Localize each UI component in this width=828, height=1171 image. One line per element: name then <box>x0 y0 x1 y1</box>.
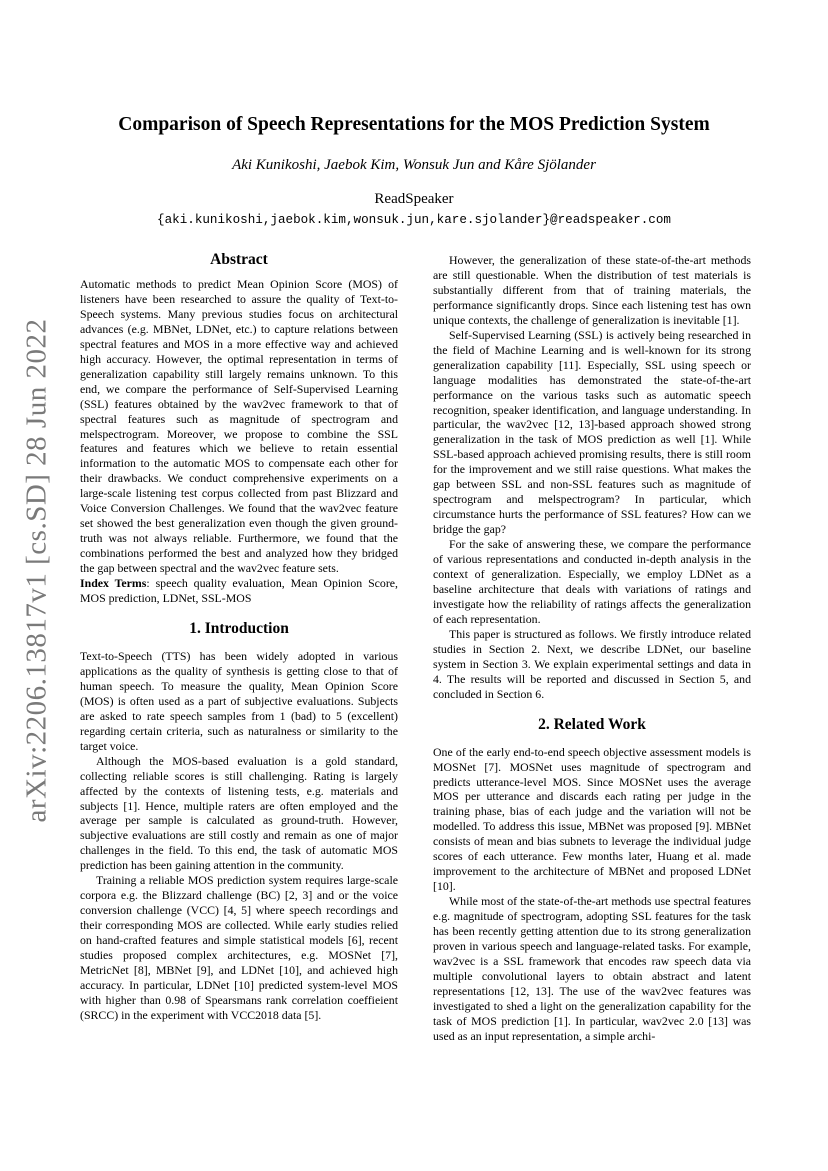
index-terms-text: : speech quality evaluation, Mean Opinion Score, MOS prediction, LDNet, SSL-MOS <box>80 576 398 606</box>
index-terms-label: Index Terms <box>80 576 147 591</box>
index-terms <box>80 576 398 606</box>
abstract-heading: Abstract <box>210 251 268 268</box>
intro-paragraph-5: Self-Supervised Learning (SSL) is actively being researched in the field of Machine Learning and is well-known for its strong generalization capability [11]. Especially, SSL using speech or language modalities has demonstrated the state-of-the-art performance on the various tasks such as automatic speech recognition, speaker identification, and language understanding. In particular, the wav2vec [12, 13]-based approach showed strong generalization in the task of MOS prediction as well [1]. While SSL-based approach achieved promising results, there is still room for the improvement and we still raise questions. What makes the gap between SSL and non-SSL features such as magnitude of spectrogram and melspectrogram? In particular, which circumstance hurts the performance of SSL features? How can we bridge the gap? <box>433 327 751 537</box>
arxiv-identifier: arXiv:2206.13817v1 [cs.SD] 28 Jun 2022 <box>20 318 53 822</box>
intro-paragraph-6: For the sake of answering these, we compare the performance of various representations and conducted in-depth analysis in the context of generalization. Especially, we employ LDNet as a baseline architecture that deals with variations of ratings and investigate how the reliability of ratings affects the generalization of each representation. <box>433 537 751 626</box>
intro-paragraph-2: Although the MOS-based evaluation is a gold standard, collecting reliable scores is still challenging. Rating is largely affected by the contexts of listening tests, e.g. materials and subjects [1]. Hence, multiple raters are often employed and the average per sample is calculated as ground-truth. However, subjective evaluations are still costly and remain as one of major challenges in the field. To this end, the task of automatic MOS prediction has been gaining attention in the community. <box>80 753 398 873</box>
intro-paragraph-1: Text-to-Speech (TTS) has been widely adopted in various applications as the quality of synthesis is getting close to that of human speech. To measure the quality, Mean Opinion Score (MOS) is often used as a part of subjective evaluations. Subjects are asked to rate speech samples from 1 (bad) to 5 (excellent) regarding certain criteria, such as naturalness or similarity to the target voice. <box>80 648 398 753</box>
affiliation: ReadSpeaker <box>374 191 454 207</box>
right-column <box>433 253 751 1044</box>
intro-paragraph-4: However, the generalization of these state-of-the-art methods are still questionable. When the distribution of test materials is substantially different from that of training materials, the performance significantly drops. Since each listening test has own unique contexts, the challenge of generalization is inevitable [1]. <box>433 253 751 327</box>
related-paragraph-1: One of the early end-to-end speech objective assessment models is MOSNet [7]. MOSNet uses magnitude of spectrogram and predicts utterance-level MOS. Since MOSNet uses the average MOS per utterance and discards each rating per judge in the training phase, bias of each judge and the variation will not be modelled. To address this issue, MBNet was proposed [9]. MBNet consists of mean and bias subnets to leverage the individual judge scores of each utterance. Few months later, Huang et al. made improvement to the architecture of MBNet and proposed LDNet [10]. <box>433 744 751 894</box>
intro-paragraph-7: This paper is structured as follows. We firstly introduce related studies in Section 2. Next, we describe LDNet, our baseline system in Section 3. We explain experimental settings and data in 4. The results will be reported and discussed in Section 5, and concluded in Section 6. <box>433 626 751 701</box>
introduction-heading: 1. Introduction <box>189 619 289 637</box>
intro-paragraph-3: Training a reliable MOS prediction system requires large-scale corpora e.g. the Blizzard challenge (BC) [2, 3] and or the voice conversion challenge (VCC) [4, 5] where speech recordings and their corresponding MOS are collected. While early studies relied on hand-crafted features and simple statistical models [6], recent studies proposed complex architectures, e.g. MOSNet [7], MetricNet [8], MBNet [9], and LDNet [10], and achieved high accuracy. In particular, LDNet [10] predicted system-level MOS with higher than 0.98 of Spearsmans rank correlation coeffieient (SRCC) in the experiment with VCC2018 data [5]. <box>80 873 398 1022</box>
related-work-heading: 2. Related Work <box>538 715 646 733</box>
abstract-text: Automatic methods to predict Mean Opinion Score (MOS) of listeners have been researched to assure the quality of Text-to-Speech systems. Many previous studies focus on architectural advances (e.g. MBNet, LDNet, etc.) to capture relations between spectral features and MOS in a more effective way and achieved high accuracy. However, the optimal representation in terms of generalization capability still largely remains unknown. To this end, we compare the performance of Self-Supervised Learning (SSL) features obtained by the wav2vec framework to that of spectral features such as magnitude of spectrogram and melspectrogram. Moreover, we propose to combine the SSL features and features which we believe to retain essential information to the automatic MOS to compensate each other for their drawbacks. We conduct comprehensive experiments on a large-scale listening test corpus collected from past Blizzard and Voice Conversion Challenges. We found that the wav2vec feature set showed the best generalization even though the given ground-truth was not always reliable. Furthermore, we found that the combinations performed the best and analyzed how they bridged the gap between spectral and the wav2vec feature sets. <box>80 277 398 576</box>
paper-title: Comparison of Speech Representations for the MOS Prediction System <box>118 114 710 135</box>
author-list: Aki Kunikoshi, Jaebok Kim, Wonsuk Jun and Kåre Sjölander <box>232 157 596 173</box>
left-column <box>80 250 398 1023</box>
paper-header <box>80 113 748 228</box>
related-paragraph-2: While most of the state-of-the-art methods use spectral features e.g. magnitude of spectrogram, adopting SSL features for the task has been recently getting attention due to its strong generalization proven in various speech and language-related tasks. For example, wav2vec is a SSL framework that encodes raw speech data via multiple convolutional layers to obtain abstract and latent representations [12, 13]. The use of the wav2vec features was investigated to shed a light on the generalization capability for the task of MOS prediction [1]. In particular, wav2vec 2.0 [13] was used as an input representation, a simple archi- <box>433 894 751 1043</box>
author-emails: {aki.kunikoshi,jaebok.kim,wonsuk.jun,kare.sjolander}@readspeaker.com <box>157 213 671 227</box>
